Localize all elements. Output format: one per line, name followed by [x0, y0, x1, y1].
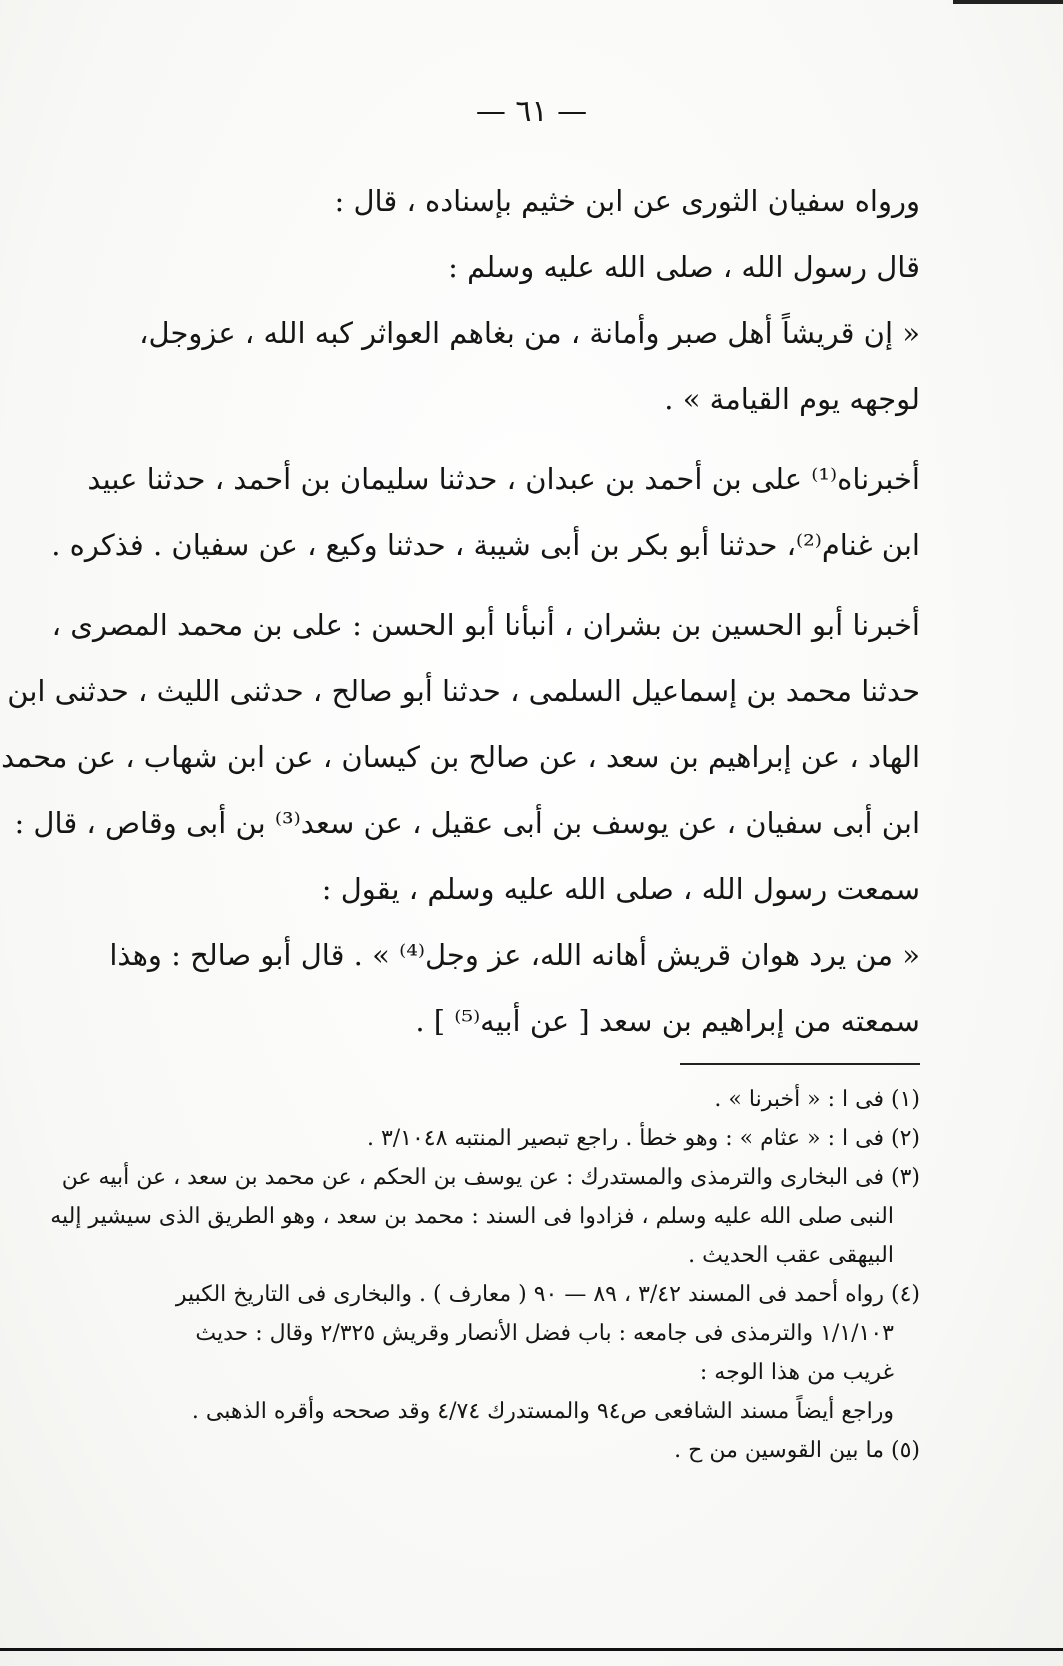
footnote-continuation: غريب من هذا الوجه :: [699, 1360, 894, 1385]
footnote: (١) فى ا : « أخبرنا » .: [714, 1087, 920, 1112]
footnote: (٥) ما بين القوسين من ح .: [674, 1438, 920, 1463]
text-line: الهاد ، عن إبراهيم بن سعد ، عن صالح بن كيسان ، عن ابن شهاب ، عن محمد: [1, 740, 920, 774]
footnotes: [50, 1080, 920, 1470]
footnote: (٢) فى ا : « عثام » : وهو خطأ . راجع تبصير المنتبه ٣/١٠٤٨ .: [366, 1126, 920, 1151]
text-line: لوجهه يوم القيامة » .: [664, 382, 920, 416]
footnote-divider: [680, 1063, 920, 1065]
footnote-continuation: النبى صلى الله عليه وسلم ، فزادوا فى السند : محمد بن سعد ، وهو الطريق الذى سيشير إليه: [50, 1204, 894, 1229]
top-edge-mark: [953, 0, 1063, 4]
text-line: قال رسول الله ، صلى الله عليه وسلم :: [448, 250, 920, 284]
footnote-continuation: البيهقى عقب الحديث .: [688, 1243, 894, 1268]
footnote-continuation: ١/١/١٠٣ والترمذى فى جامعه : باب فضل الأنصار وقريش ٢/٣٢٥ وقال : حديث: [195, 1321, 894, 1346]
footnote-continuation: وراجع أيضاً مسند الشافعى ص٩٤ والمستدرك ٤/٧٤ وقد صححه وأقره الذهبى .: [191, 1399, 894, 1424]
main-text: [1, 168, 920, 1054]
text-line: « من يرد هوان قريش أهانه الله، عز وجل⁽⁴⁾ » . قال أبو صالح : وهذا: [109, 938, 920, 972]
bottom-edge-rule: [0, 1648, 1063, 1651]
text-line: حدثنا محمد بن إسماعيل السلمى ، حدثنا أبو صالح ، حدثنى الليث ، حدثنى ابن: [7, 674, 920, 708]
footnote: (٤) رواه أحمد فى المسند ٣/٤٢ ، ٨٩ — ٩٠ ( معارف ) . والبخارى فى التاريخ الكبير: [175, 1282, 920, 1307]
text-line: أخبرنا أبو الحسين بن بشران ، أنبأنا أبو الحسن : على بن محمد المصرى ،: [51, 608, 920, 642]
page-number: — ٦١ —: [475, 94, 588, 129]
text-line: ابن أبى سفيان ، عن يوسف بن أبى عقيل ، عن سعد⁽³⁾ بن أبى وقاص ، قال :: [14, 806, 920, 840]
footnote: (٣) فى البخارى والترمذى والمستدرك : عن يوسف بن الحكم ، عن محمد بن سعد ، عن أبيه عن: [61, 1165, 920, 1190]
text-line: سمعته من إبراهيم بن سعد [ عن أبيه⁽⁵⁾ ] .: [415, 1004, 920, 1038]
text-line: « إن قريشاً أهل صبر وأمانة ، من بغاهم العواثر كبه الله ، عزوجل،: [139, 316, 920, 350]
text-line: ورواه سفيان الثورى عن ابن خثيم بإسناده ، قال :: [334, 184, 920, 218]
text-line: أخبرناه⁽¹⁾ على بن أحمد بن عبدان ، حدثنا سليمان بن أحمد ، حدثنا عبيد: [87, 462, 920, 496]
text-line: ابن غنام⁽²⁾، حدثنا أبو بكر بن أبى شيبة ، حدثنا وكيع ، عن سفيان . فذكره .: [51, 528, 920, 562]
text-line: سمعت رسول الله ، صلى الله عليه وسلم ، يقول :: [321, 872, 920, 906]
